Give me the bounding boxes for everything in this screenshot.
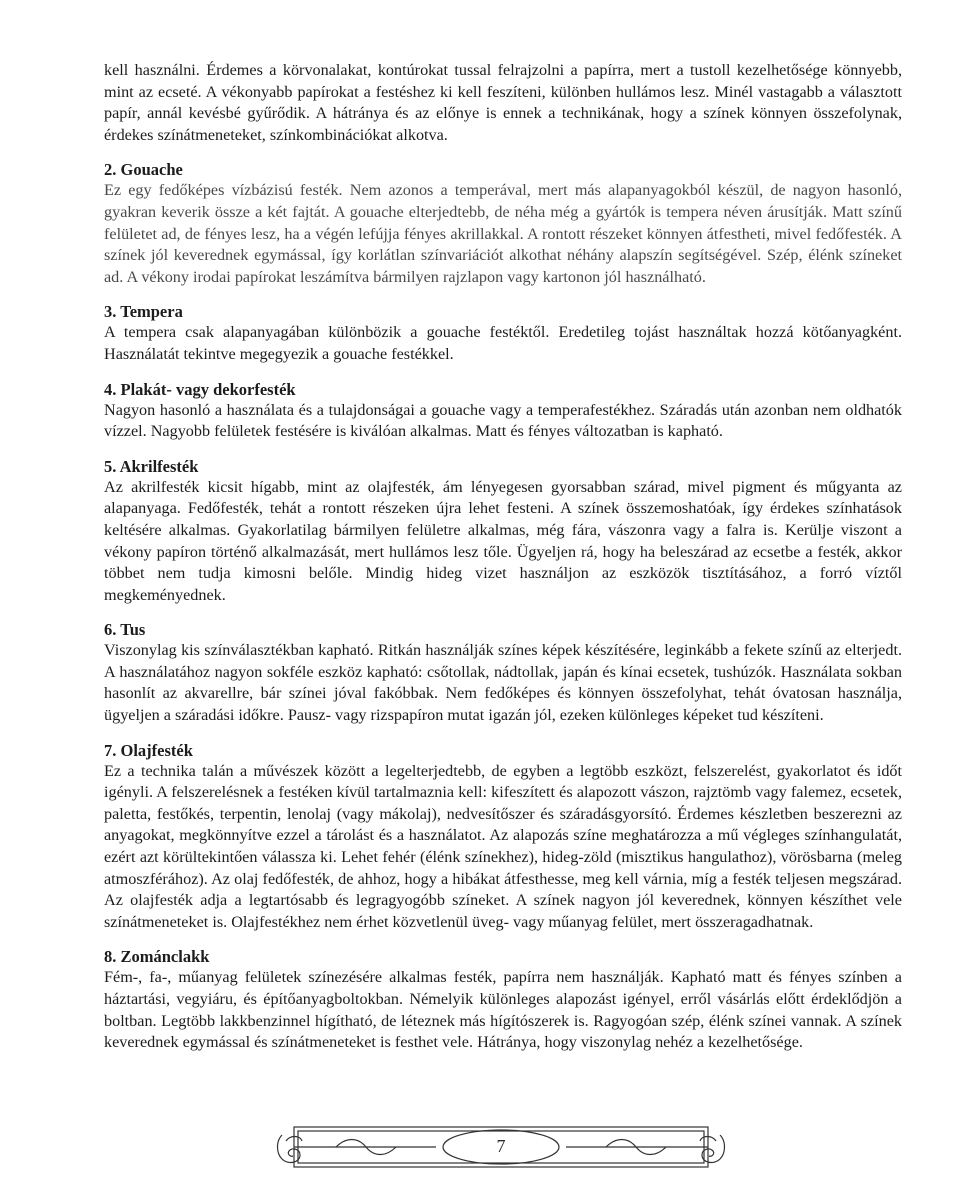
section-heading: 3. Tempera — [104, 302, 183, 322]
section-text: Ez egy fedőképes vízbázisú festék. Nem azonos a temperával, mert más alapanyagokból készül, de nagyon hasonló, gyakran keverik össze a két fajtát. A gouache elterjedtebb, de néha még a gyártók is tempera néven árusítják. Matt színű felületet ad, de fényes lesz, ha a végén lefújja fényes akrillakkal. A rontott részeket könnyen átfestheti, mivel fedőfesték. A színek jól keverednek egymással, így korlátlan színvariációt alkothat néhány alapszín segítségével. Szép, élénk színeket ad. A vékony irodai papírokat leszámítva bármilyen rajzlapon vagy kartonon jól használható. — [104, 181, 902, 286]
section-olajfestek — [104, 740, 902, 934]
section-plakat — [104, 379, 902, 443]
section-text: Az akrilfesték kicsit hígabb, mint az olajfesték, ám lényegesen gyorsabban szárad, mivel pigment és műgyanta az alapanyaga. Fedőfesték, tehát a rontott részeken újra lehet festeni. A színek összemoshatóak, így érdekes színhatások keltésére alkalmas. Gyakorlatilag bármilyen felületre alkalmas, még fára, vászonra vagy a falra is. Kerülje viszont a vékony papíron történő alkalmazását, mert hullámos lesz tőle. Ügyeljen rá, hogy ha beleszárad az ecsetbe a festék, akkor többet nem tudja kimosni belőle. Mindig hideg vizet használjon az eszközök tisztításához, a forró víztől megkeményednek. — [104, 477, 902, 604]
section-heading: 5. Akrilfesték — [104, 456, 199, 476]
section-text: Fém-, fa-, műanyag felületek színezésére alkalmas festék, papírra nem használják. Kapható matt és fényes színben a háztartási, vegyiáru, és építőanyagboltokban. Némelyik különleges alapozást igényel, erről vásárlás előtt érdeklődjön a boltban. Legtöbb lakkbenzinnel hígítható, de léteznek más hígítószerek is. Ragyogóan szép, élénk színei vannak. A színek keverednek egymással és színátmeneteket is festhet vele. Hátránya, hogy viszonylag nehéz a kezelhetősége. — [104, 968, 902, 1052]
page-content — [104, 60, 902, 1054]
section-akrilfestek — [104, 456, 902, 607]
section-text: Ez a technika talán a művészek között a legelterjedtebb, de egyben a legtöbb eszközt, felszerelést, gyakorlatot és időt igényli. A felszerelésnek a festéken kívül tartalmaznia kell: kifeszített és alapozott vászon, rajztömb vagy falemez, ecsetek, paletta, festőkés, terpentin, lenolaj (vagy mákolaj), nedvesítőszer és száradásgyorsító. Érdemes készletben beszerezni az anyagokat, megkönnyítve ezzel a tárolást és a használatot. Az alapozás színe meghatározza a mű végleges színhangulatát, ezért azt körültekintően válassza ki. Lehet fehér (élénk színekhez), hideg-zöld (misztikus hangulathoz), vörösbarna (meleg atmoszférához). Az olaj fedőfesték, de ahhoz, hogy a hibákat átfesthesse, meg kell várnia, míg a festék teljesen megszárad. Az olajfesték adja a legtartósabb és legragyogóbb színeket. A színek nagyon jól keverednek, könnyen készíthet vele színátmeneteket is. Olajfestékhez nem érhet közvetlenül üveg- vagy műanyag felület, mert összeragadhatnak. — [104, 761, 902, 931]
section-tempera — [104, 301, 902, 365]
section-zomanclakk — [104, 946, 902, 1053]
section-gouache — [104, 159, 902, 288]
section-heading: 6. Tus — [104, 620, 146, 640]
section-heading: 4. Plakát- vagy dekorfesték — [104, 379, 296, 399]
section-text: Nagyon hasonló a használata és a tulajdonságai a gouache vagy a temperafestékhez. Száradás után azonban nem oldhatók vízzel. Nagyobb felületek festésére is kiválóan alkalmas. Matt és fényes változatban is kapható. — [104, 400, 902, 441]
section-text: A tempera csak alapanyagában különbözik a gouache festéktől. Eredetileg tojást használtak hozzá kötőanyagként. Használatát tekintve megegyezik a gouache festékkel. — [104, 323, 902, 363]
section-text: Viszonylag kis színválasztékban kapható. Ritkán használják színes képek készítésére, leginkább a fekete színű az elterjedt. A használatához nagyon sokféle eszköz kapható: csőtollak, nádtollak, japán és kínai ecsetek, tushúzók. Használata sokban hasonlít az akvarellre, bár színei jóval fakóbbak. Nem fedőképes és könnyen összefolyhat, tehát óvatosan használja, ügyeljen a száradási időkre. Pausz- vagy rizspapíron mutat igazán jól, ezeken különleges képeket tud készíteni. — [104, 641, 902, 725]
section-heading: 7. Olajfesték — [104, 740, 193, 760]
section-heading: 2. Gouache — [104, 160, 183, 180]
intro-paragraph: kell használni. Érdemes a körvonalakat, kontúrokat tussal felrajzolni a papírra, mert a tustoll kezelhetősége könnyebb, mint az ecseté. A vékonyabb papírokat a festéshez ki kell feszíteni, különben hullámos lesz. Minél vastagabb a választott papír, annál kevésbé gyűrődik. A hátránya és az előnye is ennek a technikának, hogy a színek könnyen összefolynak, érdekes színátmeneteket, színkombinációkat alkotva. — [104, 61, 902, 144]
section-tus — [104, 619, 902, 726]
page-footer — [276, 1121, 726, 1173]
page-number: 7 — [496, 1136, 506, 1156]
section-heading: 8. Zománclakk — [104, 947, 210, 967]
